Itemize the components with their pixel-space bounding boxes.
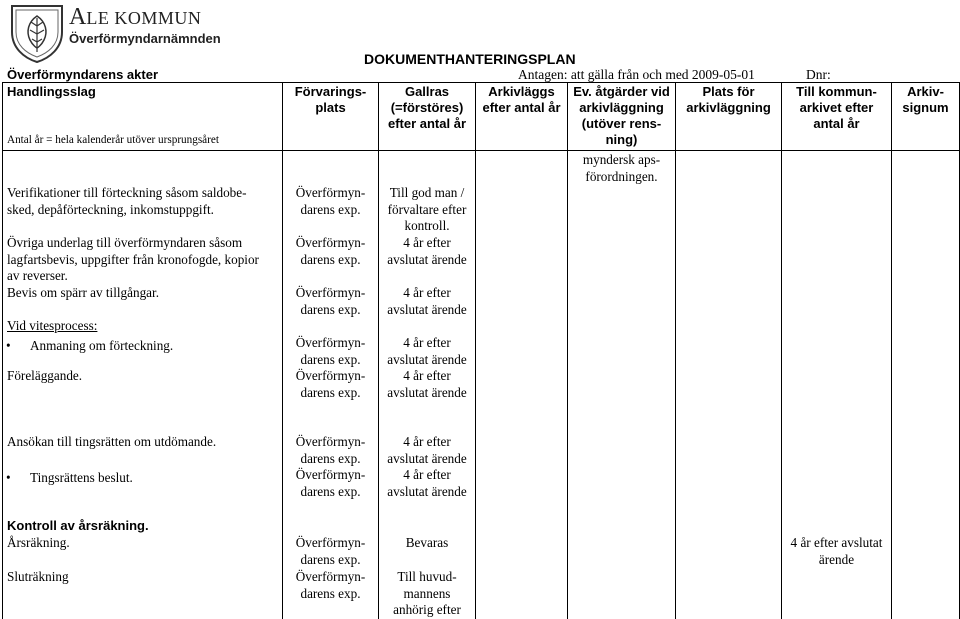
col-header-note: Antal år = hela kalenderår utöver ursprungsåret [7, 134, 219, 146]
gallras-cell: 4 år efter avslutat ärende [387, 467, 467, 499]
row-foreladggande: Föreläggande. [7, 368, 83, 383]
place-cell: Överförmyn- darens exp. [295, 185, 366, 217]
place-cell: Överförmyn- darens exp. [295, 434, 366, 466]
row-kontroll: Kontroll av årsräkning. [7, 518, 149, 533]
coat-of-arms-icon [8, 2, 66, 64]
row-vitesprocess: Vid vitesprocess: [7, 318, 98, 333]
row-ovriga-underlag: Övriga underlag till överförmyndaren såsom lagfartsbevis, uppgifter från kronofogde, kopior av reverser. [7, 235, 259, 284]
col-header-plats: Plats för arkivläggning [686, 84, 771, 115]
col-header-arkivlaggs: Arkivläggs efter antal år [482, 84, 561, 115]
place-cell: Överförmyn- darens exp. [295, 535, 366, 567]
col-header-forvaringsplats: Förvarings- plats [294, 84, 367, 115]
gallras-cell: 4 år efter avslutat ärende [387, 285, 467, 317]
col-header-atgarder: Ev. åtgärder vid arkivläggning (utöver rens- ning) [573, 84, 670, 147]
col-header-gallras: Gallras (=förstöres) efter antal år [387, 84, 467, 131]
bullet-icon: • [6, 338, 11, 353]
col-divider [475, 82, 476, 619]
section-title: Överförmyndarens akter [7, 67, 159, 82]
place-cell: Överförmyn- darens exp. [295, 569, 366, 601]
row-bevis-sparr: Bevis om spärr av tillgångar. [7, 285, 159, 300]
kommunarkivet-cell: 4 år efter avslutat ärende [790, 535, 883, 567]
col-header-kommunarkivet: Till kommun- arkivet efter antal år [796, 84, 877, 131]
header-bottom-border [2, 150, 959, 151]
gallras-cell: 4 år efter avslutat ärende [387, 235, 467, 267]
place-cell: Överförmyn- darens exp. [295, 335, 366, 367]
gallras-cell: Till god man / förvaltare efter kontroll. [387, 185, 467, 234]
col-divider [2, 82, 3, 619]
col-header-arkivsignum: Arkiv- signum [902, 84, 949, 115]
row-verifikationer: Verifikationer till förteckning såsom saldobe- sked, depåförteckning, inkomstuppgift. [7, 185, 247, 217]
gallras-cell: Bevaras [405, 535, 449, 550]
col-divider [675, 82, 676, 619]
row-tingsratt: • Tingsrättens beslut. [6, 470, 133, 485]
row-ansokan: Ansökan till tingsrätten om utdömande. [7, 434, 217, 449]
gallras-cell: 4 år efter avslutat ärende [387, 434, 467, 466]
doc-title: DOKUMENTHANTERINGSPLAN [364, 51, 576, 67]
gallras-cell: 4 år efter avslutat ärende [387, 368, 467, 400]
gallras-cell: Till huvud- mannens anhörig efter [393, 569, 461, 618]
atgarder-continuation: myndersk aps- förordningen. [582, 152, 661, 184]
row-anmaning: • Anmaning om förteckning. [6, 338, 174, 353]
place-cell: Överförmyn- darens exp. [295, 235, 366, 267]
dnr-label: Dnr: [806, 67, 831, 82]
bullet-icon: • [6, 470, 11, 485]
row-arsrakning: Årsräkning. [7, 535, 70, 550]
place-cell: Överförmyn- darens exp. [295, 467, 366, 499]
col-divider [891, 82, 892, 619]
table-top-border [2, 82, 959, 83]
org-subtitle: Överförmyndarnämnden [69, 31, 221, 46]
col-header-handlingsslag: Handlingsslag [7, 84, 96, 99]
row-slutrakning: Sluträkning [7, 569, 69, 584]
logo [8, 2, 66, 64]
gallras-cell: 4 år efter avslutat ärende [387, 335, 467, 367]
adopted-date: Antagen: att gälla från och med 2009-05-01 [518, 67, 755, 82]
org-name: ALE KOMMUN [69, 4, 202, 30]
place-cell: Överförmyn- darens exp. [295, 368, 366, 400]
place-cell: Överförmyn- darens exp. [295, 285, 366, 317]
